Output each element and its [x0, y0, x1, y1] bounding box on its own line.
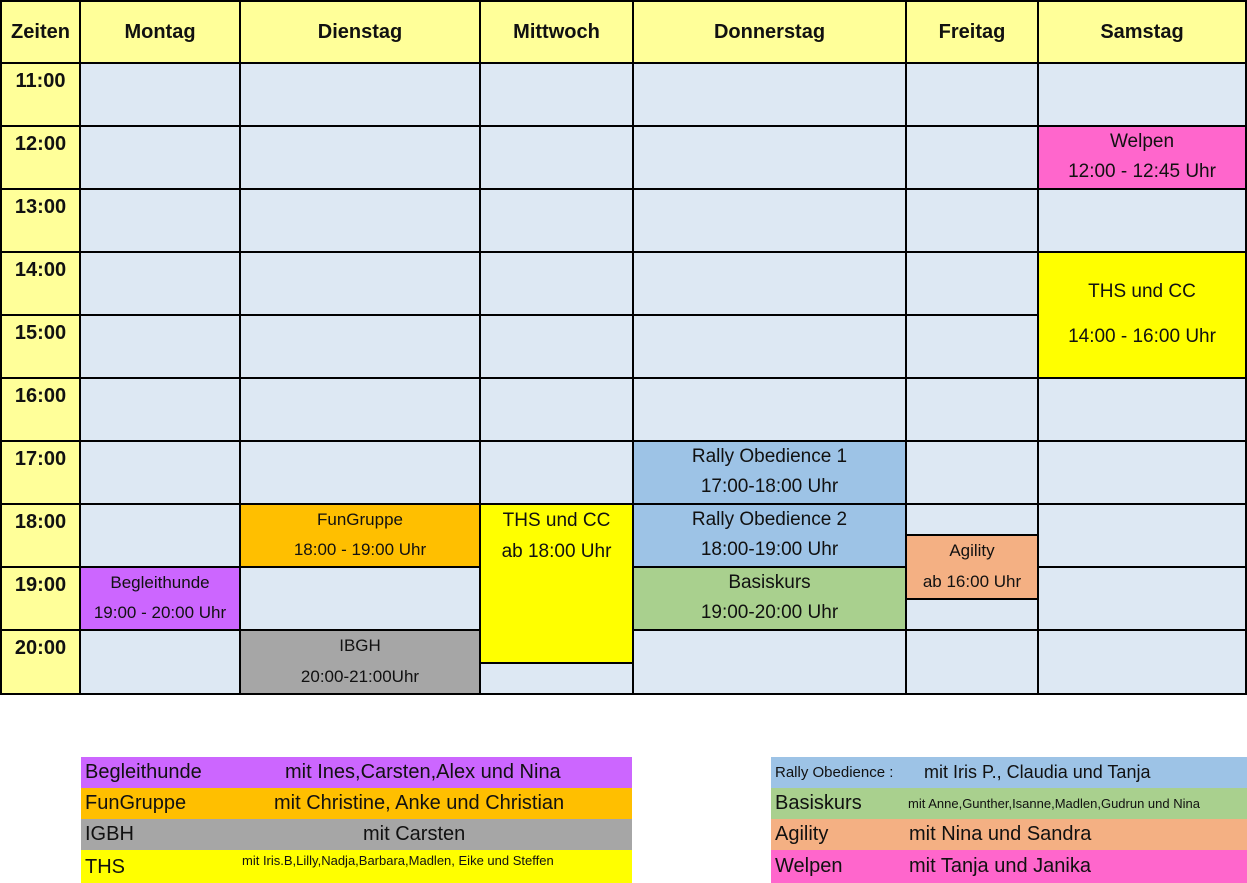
legend-desc: mit Nina und Sandra — [909, 823, 1092, 845]
schedule-cell[interactable] — [479, 251, 634, 316]
legend-item-agility — [771, 819, 1247, 850]
header-day-montag: Montag — [79, 0, 241, 64]
event-time: ab 16:00 Uhr — [922, 572, 1022, 592]
schedule-cell[interactable] — [905, 314, 1039, 379]
event-title: Agility — [949, 541, 995, 561]
header-day-samstag: Samstag — [1037, 0, 1247, 64]
schedule-cell[interactable] — [1037, 629, 1247, 695]
time-label: 20:00 — [0, 629, 81, 695]
event-title: THS und CC — [502, 510, 611, 531]
legend-name: THS — [85, 856, 125, 878]
schedule-cell[interactable] — [239, 314, 481, 379]
legend-name: FunGruppe — [85, 792, 187, 814]
event-ths-saturday[interactable] — [1037, 251, 1247, 379]
event-basiskurs[interactable] — [632, 566, 907, 631]
event-time: 19:00 - 20:00 Uhr — [93, 603, 227, 623]
time-label: 11:00 — [0, 62, 81, 127]
schedule-cell[interactable] — [79, 314, 241, 379]
legend-name: Rally Obedience : — [775, 764, 894, 781]
event-time: 19:00-20:00 Uhr — [700, 602, 839, 624]
schedule-cell[interactable] — [239, 377, 481, 442]
schedule-cell[interactable] — [632, 62, 907, 127]
schedule-cell[interactable] — [1037, 566, 1247, 631]
event-title: IBGH — [339, 636, 381, 656]
schedule-cell[interactable] — [79, 377, 241, 442]
schedule-cell[interactable] — [79, 62, 241, 127]
event-time: 18:00-19:00 Uhr — [700, 539, 839, 561]
legend-item-welpen — [771, 850, 1247, 883]
legend-item-igbh — [81, 819, 632, 850]
schedule-cell[interactable] — [632, 125, 907, 190]
header-day-freitag: Freitag — [905, 0, 1039, 64]
event-title: Welpen — [1109, 130, 1175, 152]
schedule-cell[interactable] — [632, 377, 907, 442]
event-time: 20:00-21:00Uhr — [300, 667, 420, 687]
schedule-cell[interactable] — [905, 251, 1039, 316]
schedule-cell[interactable] — [1037, 503, 1247, 568]
event-title: Rally Obedience 2 — [691, 508, 848, 530]
event-fungruppe[interactable] — [239, 503, 481, 568]
legend-item-rally-obedience — [771, 757, 1247, 788]
time-label: 15:00 — [0, 314, 81, 379]
schedule-cell[interactable] — [239, 440, 481, 505]
schedule-cell[interactable] — [239, 62, 481, 127]
schedule-cell[interactable] — [479, 125, 634, 190]
schedule-cell[interactable] — [905, 377, 1039, 442]
time-label: 14:00 — [0, 251, 81, 316]
legend-item-fungruppe — [81, 788, 632, 819]
event-rally-obedience-1[interactable] — [632, 440, 907, 505]
legend-desc: mit Tanja und Janika — [909, 855, 1091, 877]
event-ibgh[interactable] — [239, 629, 481, 695]
schedule-cell[interactable] — [1037, 62, 1247, 127]
schedule-cell[interactable] — [1037, 440, 1247, 505]
event-begleithunde[interactable] — [79, 566, 241, 631]
legend-desc: mit Iris P., Claudia und Tanja — [924, 762, 1151, 782]
event-title: Basiskurs — [728, 571, 811, 593]
time-label: 18:00 — [0, 503, 81, 568]
legend-desc: mit Iris.B,Lilly,Nadja,Barbara,Madlen, Eike und Steffen — [242, 853, 554, 868]
schedule-cell[interactable] — [79, 503, 241, 568]
schedule-cell[interactable] — [479, 377, 634, 442]
schedule-cell[interactable] — [632, 251, 907, 316]
event-ths-wednesday[interactable] — [479, 503, 634, 664]
header-day-donnerstag: Donnerstag — [632, 0, 907, 64]
legend-desc: mit Anne,Gunther,Isanne,Madlen,Gudrun und Nina — [908, 796, 1200, 811]
schedule-cell[interactable] — [479, 314, 634, 379]
event-welpen[interactable] — [1037, 125, 1247, 190]
schedule-cell[interactable] — [905, 125, 1039, 190]
event-time: 17:00-18:00 Uhr — [700, 476, 839, 498]
schedule-cell[interactable] — [905, 440, 1039, 505]
event-time: 18:00 - 19:00 Uhr — [293, 540, 427, 560]
event-title: Rally Obedience 1 — [691, 445, 848, 467]
schedule-cell[interactable] — [632, 314, 907, 379]
time-label: 19:00 — [0, 566, 81, 631]
legend-item-basiskurs — [771, 788, 1247, 819]
event-title: FunGruppe — [317, 509, 403, 529]
legend-item-begleithunde — [81, 757, 632, 788]
schedule-cell[interactable] — [905, 62, 1039, 127]
legend-name: Basiskurs — [775, 792, 862, 814]
time-label: 17:00 — [0, 440, 81, 505]
event-time: ab 18:00 Uhr — [501, 540, 612, 562]
event-rally-obedience-2[interactable] — [632, 503, 907, 568]
schedule-cell[interactable] — [632, 629, 907, 695]
schedule-cell[interactable] — [79, 251, 241, 316]
event-agility[interactable] — [905, 534, 1039, 600]
event-time: 14:00 - 16:00 Uhr — [1068, 326, 1216, 347]
header-day-dienstag: Dienstag — [239, 0, 481, 64]
schedule-cell[interactable] — [479, 188, 634, 253]
schedule-cell[interactable] — [239, 125, 481, 190]
event-title: Begleithunde — [110, 572, 210, 592]
schedule-cell[interactable] — [239, 251, 481, 316]
legend-name: Agility — [775, 823, 829, 845]
schedule-cell[interactable] — [79, 629, 241, 695]
legend-desc: mit Ines,Carsten,Alex und Nina — [285, 761, 561, 783]
time-label: 13:00 — [0, 188, 81, 253]
legend-desc: mit Christine, Anke und Christian — [274, 792, 565, 814]
legend-item-ths — [81, 850, 632, 883]
schedule-cell[interactable] — [79, 188, 241, 253]
schedule-cell[interactable] — [632, 188, 907, 253]
header-zeiten: Zeiten — [0, 0, 81, 64]
schedule-cell[interactable] — [79, 440, 241, 505]
schedule-cell[interactable] — [479, 62, 634, 127]
legend-name: Welpen — [775, 855, 843, 877]
legend-name: Begleithunde — [85, 761, 202, 783]
event-time: 12:00 - 12:45 Uhr — [1068, 161, 1216, 183]
event-title: THS und CC — [1088, 281, 1196, 303]
schedule-cell[interactable] — [79, 125, 241, 190]
time-label: 12:00 — [0, 125, 81, 190]
legend-name: IGBH — [85, 823, 134, 845]
schedule-cell[interactable] — [239, 188, 481, 253]
legend-desc: mit Carsten — [363, 823, 466, 845]
schedule-cell[interactable] — [1037, 377, 1247, 442]
schedule-cell[interactable] — [905, 188, 1039, 253]
schedule-cell[interactable] — [905, 629, 1039, 695]
time-label: 16:00 — [0, 377, 81, 442]
schedule-cell[interactable] — [479, 440, 634, 505]
schedule-cell[interactable] — [239, 566, 481, 631]
schedule-cell[interactable] — [1037, 188, 1247, 253]
header-day-mittwoch: Mittwoch — [479, 0, 634, 64]
